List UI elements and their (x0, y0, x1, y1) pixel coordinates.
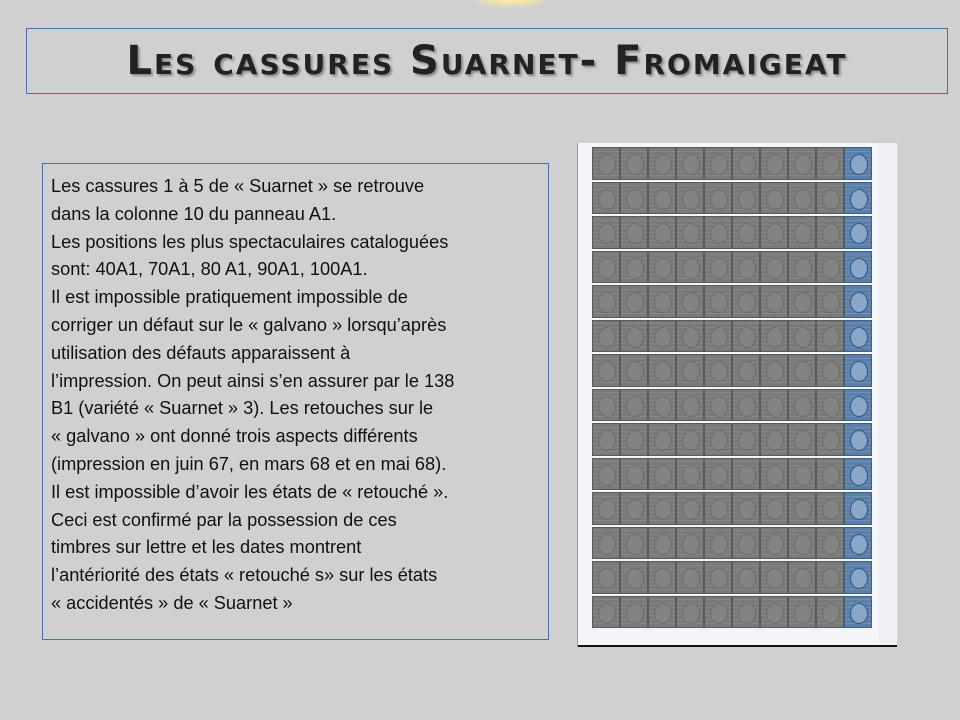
stamp (732, 389, 760, 422)
stamp (816, 251, 844, 284)
stamp (592, 492, 620, 525)
stamp (704, 182, 732, 215)
stamp-highlighted (844, 596, 872, 629)
stamp-highlighted (844, 527, 872, 560)
body-line: Ceci est confirmé par la possession de ces (51, 509, 397, 530)
body-line: corriger un défaut sur le « galvano » lorsqu’après (51, 314, 447, 335)
stamp (676, 320, 704, 353)
stamp (648, 354, 676, 387)
stamp (620, 251, 648, 284)
stamp (620, 320, 648, 353)
stamp (620, 389, 648, 422)
stamp (676, 596, 704, 629)
stamp-highlighted (844, 320, 872, 353)
stamp (620, 492, 648, 525)
stamp (648, 320, 676, 353)
stamp-highlighted (844, 492, 872, 525)
body-line: « galvano » ont donné trois aspects différents (51, 426, 418, 447)
stamp (816, 596, 844, 629)
stamp (704, 320, 732, 353)
stamp (704, 389, 732, 422)
stamp (816, 147, 844, 180)
stamp-row (592, 250, 872, 285)
stamp-row (592, 422, 872, 457)
stamp (732, 216, 760, 249)
stamp (704, 596, 732, 629)
stamp (760, 389, 788, 422)
stamp (760, 147, 788, 180)
stamp-highlighted (844, 147, 872, 180)
stamp (592, 527, 620, 560)
stamp (704, 423, 732, 456)
stamp (732, 147, 760, 180)
stamp (788, 492, 816, 525)
stamp (676, 423, 704, 456)
stamp (592, 458, 620, 491)
stamp (592, 285, 620, 318)
decorative-glow (470, 0, 550, 8)
stamp (760, 596, 788, 629)
stamp (592, 216, 620, 249)
stamp-row (592, 491, 872, 526)
stamp (760, 527, 788, 560)
stamp (592, 561, 620, 594)
stamp (732, 285, 760, 318)
body-line: timbres sur lettre et les dates montrent (51, 537, 362, 558)
stamp (788, 458, 816, 491)
sheet-margin (878, 143, 896, 643)
stamp (760, 251, 788, 284)
stamp (788, 147, 816, 180)
stamp (732, 492, 760, 525)
stamp (620, 423, 648, 456)
stamp-row (592, 319, 872, 354)
stamp (704, 251, 732, 284)
stamp (788, 182, 816, 215)
stamp (620, 285, 648, 318)
stamp (788, 285, 816, 318)
stamp (732, 458, 760, 491)
stamp (648, 561, 676, 594)
stamp (592, 147, 620, 180)
stamp (704, 147, 732, 180)
stamp-highlighted (844, 561, 872, 594)
stamp-row (592, 181, 872, 216)
stamp-highlighted (844, 216, 872, 249)
stamp-highlighted (844, 251, 872, 284)
body-line: « accidentés » de « Suarnet » (51, 592, 293, 613)
stamp-highlighted (844, 182, 872, 215)
stamp-row (592, 457, 872, 492)
stamp (760, 492, 788, 525)
stamp (732, 251, 760, 284)
stamp (648, 147, 676, 180)
stamp (620, 458, 648, 491)
stamp-row (592, 388, 872, 423)
stamp (816, 354, 844, 387)
stamp (648, 423, 676, 456)
stamp-row (592, 146, 872, 181)
stamp-row (592, 284, 872, 319)
stamp (676, 354, 704, 387)
stamp (648, 251, 676, 284)
body-line: Les positions les plus spectaculaires cataloguées (51, 231, 449, 252)
stamp (760, 285, 788, 318)
stamp (816, 492, 844, 525)
stamp (788, 561, 816, 594)
stamp-row (592, 526, 872, 561)
stamp (816, 527, 844, 560)
stamp (732, 320, 760, 353)
body-line: l’antériorité des états « retouché s» sur les états (51, 565, 438, 586)
stamp-row (592, 215, 872, 250)
stamp (676, 492, 704, 525)
body-line: B1 (variété « Suarnet » 3). Les retouches sur le (51, 398, 434, 419)
stamp (760, 320, 788, 353)
stamp (620, 561, 648, 594)
stamp (620, 527, 648, 560)
stamp (592, 596, 620, 629)
body-line: Il est impossible d’avoir les états de « retouché ». (51, 481, 449, 502)
stamp (676, 561, 704, 594)
stamp-highlighted (844, 285, 872, 318)
stamp (816, 423, 844, 456)
stamp-sheet-image (577, 143, 897, 647)
stamp (816, 561, 844, 594)
stamp (704, 285, 732, 318)
body-line: dans la colonne 10 du panneau A1. (51, 203, 337, 224)
stamp (648, 492, 676, 525)
stamp (648, 596, 676, 629)
stamp (788, 354, 816, 387)
stamp (704, 216, 732, 249)
stamp (788, 389, 816, 422)
stamp (732, 354, 760, 387)
stamp-highlighted (844, 389, 872, 422)
stamp (676, 458, 704, 491)
stamp (816, 389, 844, 422)
stamp (816, 216, 844, 249)
body-line: Les cassures 1 à 5 de « Suarnet » se retrouve (51, 176, 425, 196)
stamp (788, 423, 816, 456)
stamp-grid (592, 146, 872, 629)
stamp (704, 458, 732, 491)
stamp (788, 596, 816, 629)
stamp-row (592, 595, 872, 630)
stamp (788, 320, 816, 353)
text-box (42, 163, 549, 640)
page-title: Les cassures Suarnet- Fromaigeat (126, 38, 848, 84)
stamp (648, 182, 676, 215)
stamp (676, 251, 704, 284)
stamp (816, 458, 844, 491)
stamp (620, 596, 648, 629)
stamp-row (592, 353, 872, 388)
stamp (788, 216, 816, 249)
sheet-bottom-edge (578, 645, 897, 647)
stamp (760, 561, 788, 594)
body-line: Il est impossible pratiquement impossible de (51, 287, 408, 308)
stamp (816, 182, 844, 215)
stamp (592, 182, 620, 215)
stamp (816, 320, 844, 353)
stamp (648, 389, 676, 422)
stamp (648, 216, 676, 249)
stamp (592, 423, 620, 456)
stamp-highlighted (844, 423, 872, 456)
stamp (704, 354, 732, 387)
stamp-highlighted (844, 458, 872, 491)
stamp (732, 182, 760, 215)
stamp (620, 354, 648, 387)
stamp (592, 251, 620, 284)
stamp (704, 492, 732, 525)
stamp (760, 458, 788, 491)
stamp (676, 182, 704, 215)
stamp (788, 527, 816, 560)
stamp (648, 458, 676, 491)
body-line: l’impression. On peut ainsi s’en assurer par le 138 (51, 370, 455, 391)
stamp (676, 285, 704, 318)
stamp (732, 596, 760, 629)
body-line: sont: 40A1, 70A1, 80 A1, 90A1, 100A1. (51, 259, 368, 280)
title-box (26, 28, 948, 94)
stamp (676, 147, 704, 180)
stamp (648, 527, 676, 560)
stamp (760, 423, 788, 456)
stamp (592, 389, 620, 422)
stamp (760, 216, 788, 249)
stamp (760, 354, 788, 387)
stamp (592, 320, 620, 353)
stamp (732, 423, 760, 456)
body-line: utilisation des défauts apparaissent à (51, 342, 351, 363)
stamp (760, 182, 788, 215)
stamp-highlighted (844, 354, 872, 387)
stamp (676, 216, 704, 249)
stamp (620, 216, 648, 249)
stamp (676, 389, 704, 422)
stamp (704, 561, 732, 594)
stamp (816, 285, 844, 318)
body-line: (impression en juin 67, en mars 68 et en mai 68). (51, 453, 447, 474)
stamp (704, 527, 732, 560)
stamp (620, 147, 648, 180)
stamp (592, 354, 620, 387)
body-text (51, 173, 538, 618)
stamp (732, 527, 760, 560)
stamp (676, 527, 704, 560)
stamp (620, 182, 648, 215)
stamp (732, 561, 760, 594)
stamp (648, 285, 676, 318)
stamp (788, 251, 816, 284)
stamp-row (592, 560, 872, 595)
